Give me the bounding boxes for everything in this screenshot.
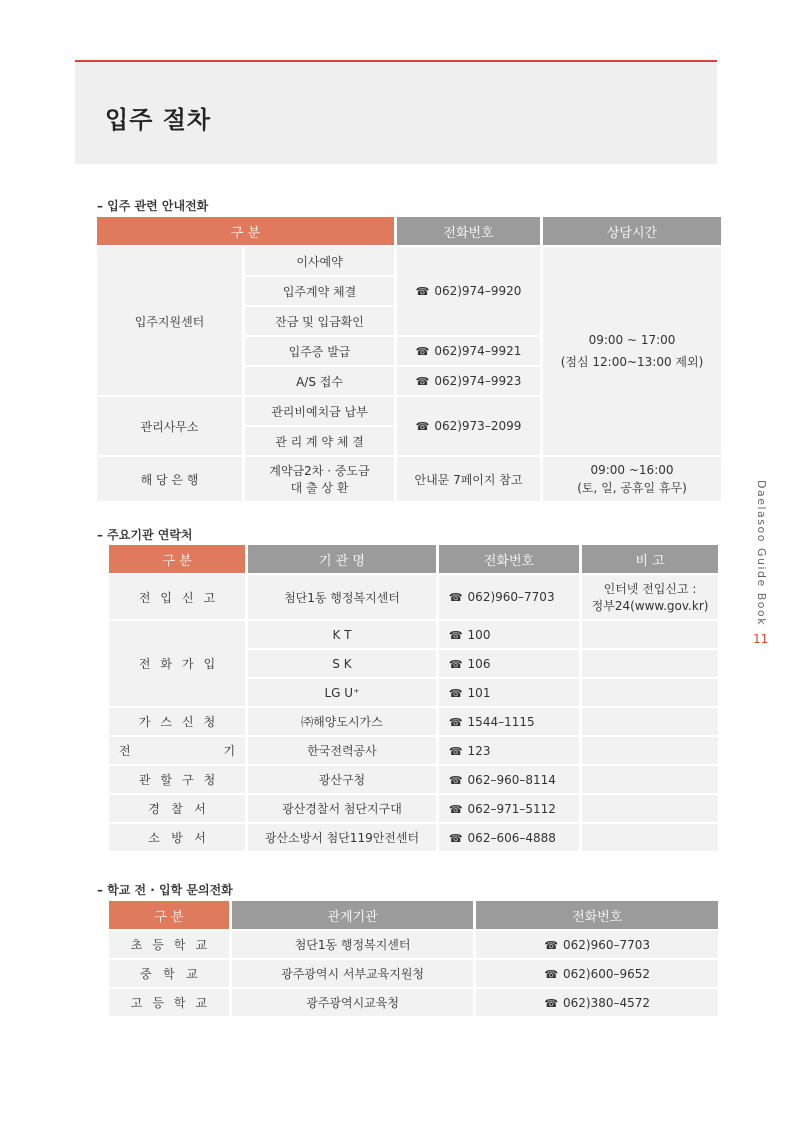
category-cell: 경 찰 서 bbox=[109, 795, 245, 822]
category-cell: 전화가입 bbox=[109, 621, 245, 706]
phone-cell: ☎ 062)600–9652 bbox=[476, 960, 718, 987]
phone-icon: ☎ bbox=[544, 996, 559, 1010]
item-cell: 입주증 발급 bbox=[245, 337, 394, 365]
move-in-contact-table bbox=[94, 215, 724, 503]
phone-cell: ☎ 062)973–2099 bbox=[397, 397, 540, 455]
institution-cell: K T bbox=[248, 621, 436, 648]
page-title: 입주 절차 bbox=[105, 106, 212, 134]
note-cell bbox=[582, 650, 718, 677]
note-cell: 인터넷 전입신고 : 정부24(www.gov.kr) bbox=[582, 575, 718, 619]
header-phone: 전화번호 bbox=[476, 901, 718, 929]
item-cell: 관리비예치금 납부 bbox=[245, 397, 394, 425]
institution-cell: 광산소방서 첨단119안전센터 bbox=[248, 824, 436, 851]
header-hours: 상담시간 bbox=[543, 217, 721, 245]
phone-icon: ☎ bbox=[448, 831, 463, 845]
header-institution: 기 관 명 bbox=[248, 545, 436, 573]
phone-icon: ☎ bbox=[448, 657, 463, 671]
institution-cell: 한국전력공사 bbox=[248, 737, 436, 764]
item-cell: 관 리 계 약 체 결 bbox=[245, 427, 394, 455]
section-label-institutions: – 주요기관 연락처 bbox=[97, 528, 193, 542]
hours-cell: 09:00 ~ 17:00 (점심 12:00~13:00 제외) bbox=[543, 247, 721, 455]
phone-cell: ☎ 062)960–7703 bbox=[439, 575, 579, 619]
institution-cell: 광산경찰서 첨단지구대 bbox=[248, 795, 436, 822]
item-cell: 이사예약 bbox=[245, 247, 394, 275]
category-cell: 초등학교 bbox=[109, 931, 229, 958]
category-cell: 고등학교 bbox=[109, 989, 229, 1016]
phone-icon: ☎ bbox=[415, 285, 430, 298]
section-label-school: – 학교 전 · 입학 문의전화 bbox=[97, 883, 233, 897]
phone-icon: ☎ bbox=[448, 628, 463, 642]
item-cell: A/S 접수 bbox=[245, 367, 394, 395]
phone-cell: ☎ 062–971–5112 bbox=[439, 795, 579, 822]
phone-cell: ☎ 062–960–8114 bbox=[439, 766, 579, 793]
header-category: 구 분 bbox=[97, 217, 394, 245]
phone-icon: ☎ bbox=[544, 938, 559, 952]
category-cell: 전 기 bbox=[109, 737, 245, 764]
phone-cell: ☎ 101 bbox=[439, 679, 579, 706]
side-guide-text: Daelasoo Guide Book bbox=[755, 480, 768, 627]
phone-cell: ☎ 123 bbox=[439, 737, 579, 764]
item-cell: 계약금2차 · 중도금 대 출 상 환 bbox=[245, 457, 394, 501]
page-number: 11 bbox=[753, 632, 769, 646]
note-cell bbox=[582, 621, 718, 648]
phone-cell: ☎ 062)974–9923 bbox=[397, 367, 540, 395]
note-cell bbox=[582, 824, 718, 851]
institution-contact-table bbox=[106, 543, 721, 853]
note-cell bbox=[582, 795, 718, 822]
item-cell: 입주계약 체결 bbox=[245, 277, 394, 305]
phone-icon: ☎ bbox=[448, 591, 463, 604]
phone-cell: ☎ 062)974–9921 bbox=[397, 337, 540, 365]
note-cell bbox=[582, 679, 718, 706]
header-phone: 전화번호 bbox=[397, 217, 540, 245]
phone-cell: ☎ 106 bbox=[439, 650, 579, 677]
section-label-move-in-contacts: – 입주 관련 안내전화 bbox=[97, 199, 209, 213]
phone-icon: ☎ bbox=[544, 967, 559, 981]
school-contact-table bbox=[106, 899, 721, 1018]
item-cell: 잔금 및 입금확인 bbox=[245, 307, 394, 335]
institution-cell: S K bbox=[248, 650, 436, 677]
phone-cell: ☎ 062–606–4888 bbox=[439, 824, 579, 851]
phone-icon: ☎ bbox=[448, 744, 463, 758]
phone-icon: ☎ bbox=[448, 686, 463, 700]
phone-icon: ☎ bbox=[448, 773, 463, 787]
phone-cell: ☎ 1544–1115 bbox=[439, 708, 579, 735]
institution-cell: LG U⁺ bbox=[248, 679, 436, 706]
header-category: 구 분 bbox=[109, 545, 245, 573]
phone-icon: ☎ bbox=[415, 345, 430, 358]
note-cell bbox=[582, 708, 718, 735]
phone-cell: ☎ 062)380–4572 bbox=[476, 989, 718, 1016]
organization-cell: 첨단1동 행정복지센터 bbox=[232, 931, 474, 958]
organization-cell: 광주광역시교육청 bbox=[232, 989, 474, 1016]
phone-icon: ☎ bbox=[448, 802, 463, 816]
phone-icon: ☎ bbox=[415, 375, 430, 388]
organization-cell: 광주광역시 서부교육지원청 bbox=[232, 960, 474, 987]
phone-icon: ☎ bbox=[415, 420, 430, 433]
header-organization: 관계기관 bbox=[232, 901, 474, 929]
hours-cell: 09:00 ~16:00 (토, 일, 공휴일 휴무) bbox=[543, 457, 721, 501]
phone-cell: 안내문 7페이지 참고 bbox=[397, 457, 540, 501]
category-cell: 관리사무소 bbox=[97, 397, 242, 455]
note-cell bbox=[582, 766, 718, 793]
category-cell: 가스신청 bbox=[109, 708, 245, 735]
note-cell bbox=[582, 737, 718, 764]
phone-cell: ☎ 062)960–7703 bbox=[476, 931, 718, 958]
phone-cell: ☎ 100 bbox=[439, 621, 579, 648]
category-cell: 해 당 은 행 bbox=[97, 457, 242, 501]
category-cell: 입주지원센터 bbox=[97, 247, 242, 395]
header-phone: 전화번호 bbox=[439, 545, 579, 573]
category-cell: 소 방 서 bbox=[109, 824, 245, 851]
header-category: 구 분 bbox=[109, 901, 229, 929]
institution-cell: ㈜해양도시가스 bbox=[248, 708, 436, 735]
institution-cell: 첨단1동 행정복지센터 bbox=[248, 575, 436, 619]
phone-icon: ☎ bbox=[448, 715, 463, 729]
category-cell: 관할구청 bbox=[109, 766, 245, 793]
category-cell: 중 학 교 bbox=[109, 960, 229, 987]
phone-cell: ☎ 062)974–9920 bbox=[397, 247, 540, 335]
institution-cell: 광산구청 bbox=[248, 766, 436, 793]
header-note: 비 고 bbox=[582, 545, 718, 573]
category-cell: 전입신고 bbox=[109, 575, 245, 619]
